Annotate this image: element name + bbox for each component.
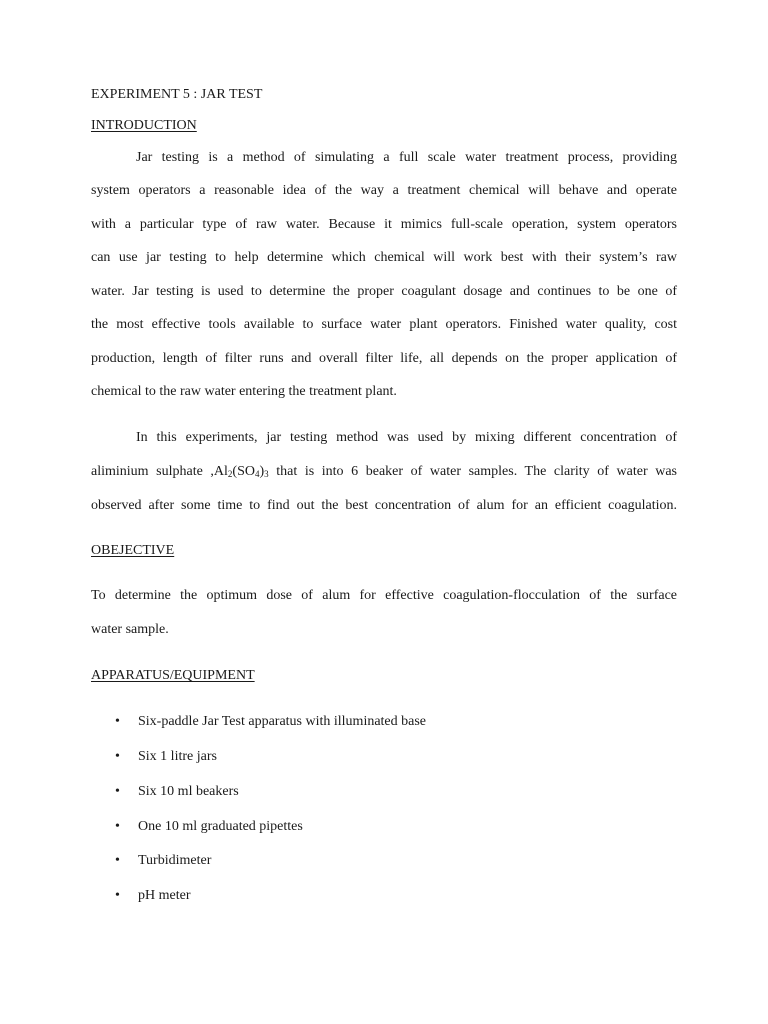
list-item-text: Six 1 litre jars [138, 749, 217, 764]
text-span: (SO [232, 464, 255, 479]
text-span: that is into 6 beaker of water samples. The clarity of water was [268, 464, 677, 479]
bullet-icon: • [115, 749, 120, 764]
paragraph-line: can use jar testing to help determine which chemical will work best with their system’s raw [91, 250, 677, 265]
paragraph-line: chemical to the raw water entering the treatment plant. [91, 384, 397, 399]
list-item-text: pH meter [138, 888, 191, 903]
paragraph-line: To determine the optimum dose of alum for effective coagulation-flocculation of the surface [91, 588, 677, 603]
apparatus-heading: APPARATUS/EQUIPMENT [91, 668, 255, 683]
paragraph-line-with-formula [91, 463, 677, 483]
paragraph-line: production, length of filter runs and overall filter life, all depends on the proper application of [91, 351, 677, 366]
paragraph-line: with a particular type of raw water. Because it mimics full-scale operation, system operators [91, 217, 677, 232]
paragraph-line: observed after some time to find out the best concentration of alum for an efficient coagulation. [91, 498, 677, 513]
bullet-icon: • [115, 784, 120, 799]
paragraph-line: the most effective tools available to surface water plant operators. Finished water quality, cost [91, 317, 677, 332]
paragraph-line: In this experiments, jar testing method was used by mixing different concentration of [136, 430, 677, 445]
list-item-text: Six-paddle Jar Test apparatus with illuminated base [138, 714, 427, 729]
bullet-icon: • [115, 853, 120, 868]
document-title: EXPERIMENT 5 : JAR TEST [91, 87, 263, 102]
paragraph-line: Jar testing is a method of simulating a full scale water treatment process, providing [136, 150, 677, 165]
bullet-icon: • [115, 819, 120, 834]
subscript: 2 [227, 469, 233, 479]
bullet-icon: • [115, 888, 120, 903]
paragraph-line: water. Jar testing is used to determine the proper coagulant dosage and continues to be one of [91, 284, 677, 299]
list-item-text: Turbidimeter [138, 853, 212, 868]
list-item-text: Six 10 ml beakers [138, 784, 239, 799]
bullet-icon: • [115, 714, 120, 729]
paragraph-line: system operators a reasonable idea of the way a treatment chemical will behave and operate [91, 183, 677, 198]
text-span: ) [259, 464, 265, 479]
subscript: 4 [254, 469, 260, 479]
objective-heading: OBEJECTIVE [91, 543, 175, 558]
text-span: aliminium sulphate ,Al [91, 464, 228, 479]
subscript: 3 [264, 469, 269, 479]
list-item-text: One 10 ml graduated pipettes [138, 819, 303, 834]
paragraph-line: water sample. [91, 622, 169, 637]
introduction-heading: INTRODUCTION [91, 118, 197, 133]
